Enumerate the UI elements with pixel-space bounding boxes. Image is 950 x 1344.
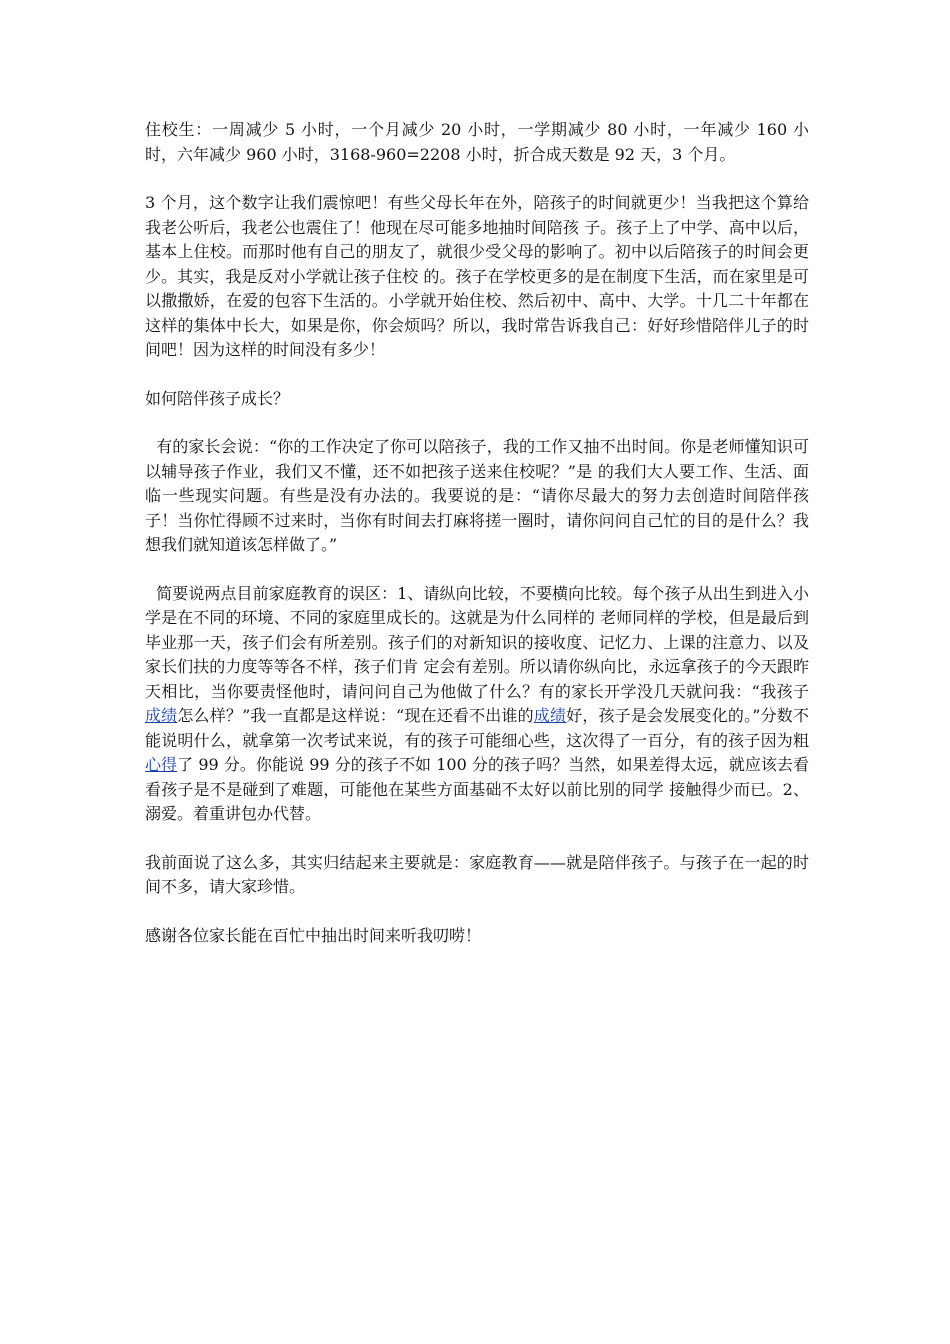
paragraph-education-misconceptions — [145, 582, 809, 827]
paragraph-three-months: 3 个月，这个数字让我们震惊吧！有些父母长年在外，陪孩子的时间就更少！当我把这个算给我老公听后，我老公也震住了！他现在尽可能多地抽时间陪孩 子。孩子上了中学、高中以后，基本上住校。而那时他有自己的朋友了，就很少受父母的影响了。初中以后陪孩子的时间会更少。其实，我是反对小学就让孩子住校 的。孩子在学校更多的是在制度下生活，而在家里是可以撒撒娇，在爱的包容下生活的。小学就开始住校、然后初中、高中、大学。十几二十年都在这样的集体中长大，如果是你，你会烦吗？所以，我时常告诉我自己：好好珍惜陪伴儿子的时间吧！因为这样的时间没有多少！ — [145, 193, 809, 359]
paragraph-boarding-hours: 住校生：一周减少 5 小时，一个月减少 20 小时，一学期减少 80 小时，一年减少 160 小时，六年减少 960 小时，3168-960=2208 小时，折合成天数是 92 天，3 个月。 — [145, 120, 809, 164]
paragraph-summary: 我前面说了这么多，其实归结起来主要就是：家庭教育——就是陪伴孩子。与孩子在一起的时间不多，请大家珍惜。 — [145, 852, 809, 896]
paragraph-parents-say: 有的家长会说：“你的工作决定了你可以陪孩子，我的工作又抽不出时间。你是老师懂知识可以辅导孩子作业，我们又不懂，还不如把孩子送来住校呢？”是 的我们大人要工作、生活、面临一些现实问题。有些是没有办法的。我要说的是：“请你尽最大的努力去创造时间陪伴孩子！当你忙得顾不过来时，当你有时间去打麻将搓一圈时，请你问问自己忙的目的是什么？我想我们就知道该怎样做了。” — [145, 437, 809, 554]
text-segment: 怎么样？”我一直都是这样说：“现在还看不出谁的 — [177, 706, 534, 725]
text-segment: 了 99 分。你能说 99 分的孩子不如 100 分的孩子吗？当然，如果差得太远，就应该去看看孩子是不是碰到了难题，可能他在某些方面基础不太好以前比别的同学 接触得少而已。2、溺爱。着重讲包办代替。 — [145, 755, 809, 823]
text-segment: 简要说两点目前家庭教育的误区：1、请纵向比较，不要横向比较。每个孩子从出生到进入小学是在不同的环境、不同的家庭里成长的。这就是为什么同样的 老师同样的学校，但是最后到毕业那一天，孩子们会有所差别。孩子们的对新知识的接收度、记忆力、上课的注意力、以及家长们扶的力度等等各不样，孩子们肯 定会有差别。所以请你纵向比，永远拿孩子的今天跟昨天相比，当你要责怪他时，请问问自己为他做了什么？有的家长开学没几天就问我：“我孩子 — [145, 583, 809, 701]
link-grades-1[interactable]: 成绩 — [145, 706, 178, 725]
section-heading-how-to-accompany: 如何陪伴孩子成长？ — [145, 388, 290, 408]
document-body — [145, 118, 809, 972]
paragraph-thanks: 感谢各位家长能在百忙中抽出时间来听我叨唠！ — [145, 925, 482, 945]
text-segment: 好，孩子是会发展变化的。”分数不能说明什么，就拿第一次考试来说，有的孩子可能细心些，这次得了一百分，有的孩子因为粗 — [145, 706, 809, 750]
link-experience[interactable]: 心得 — [145, 755, 178, 774]
link-grades-2[interactable]: 成绩 — [533, 706, 567, 725]
